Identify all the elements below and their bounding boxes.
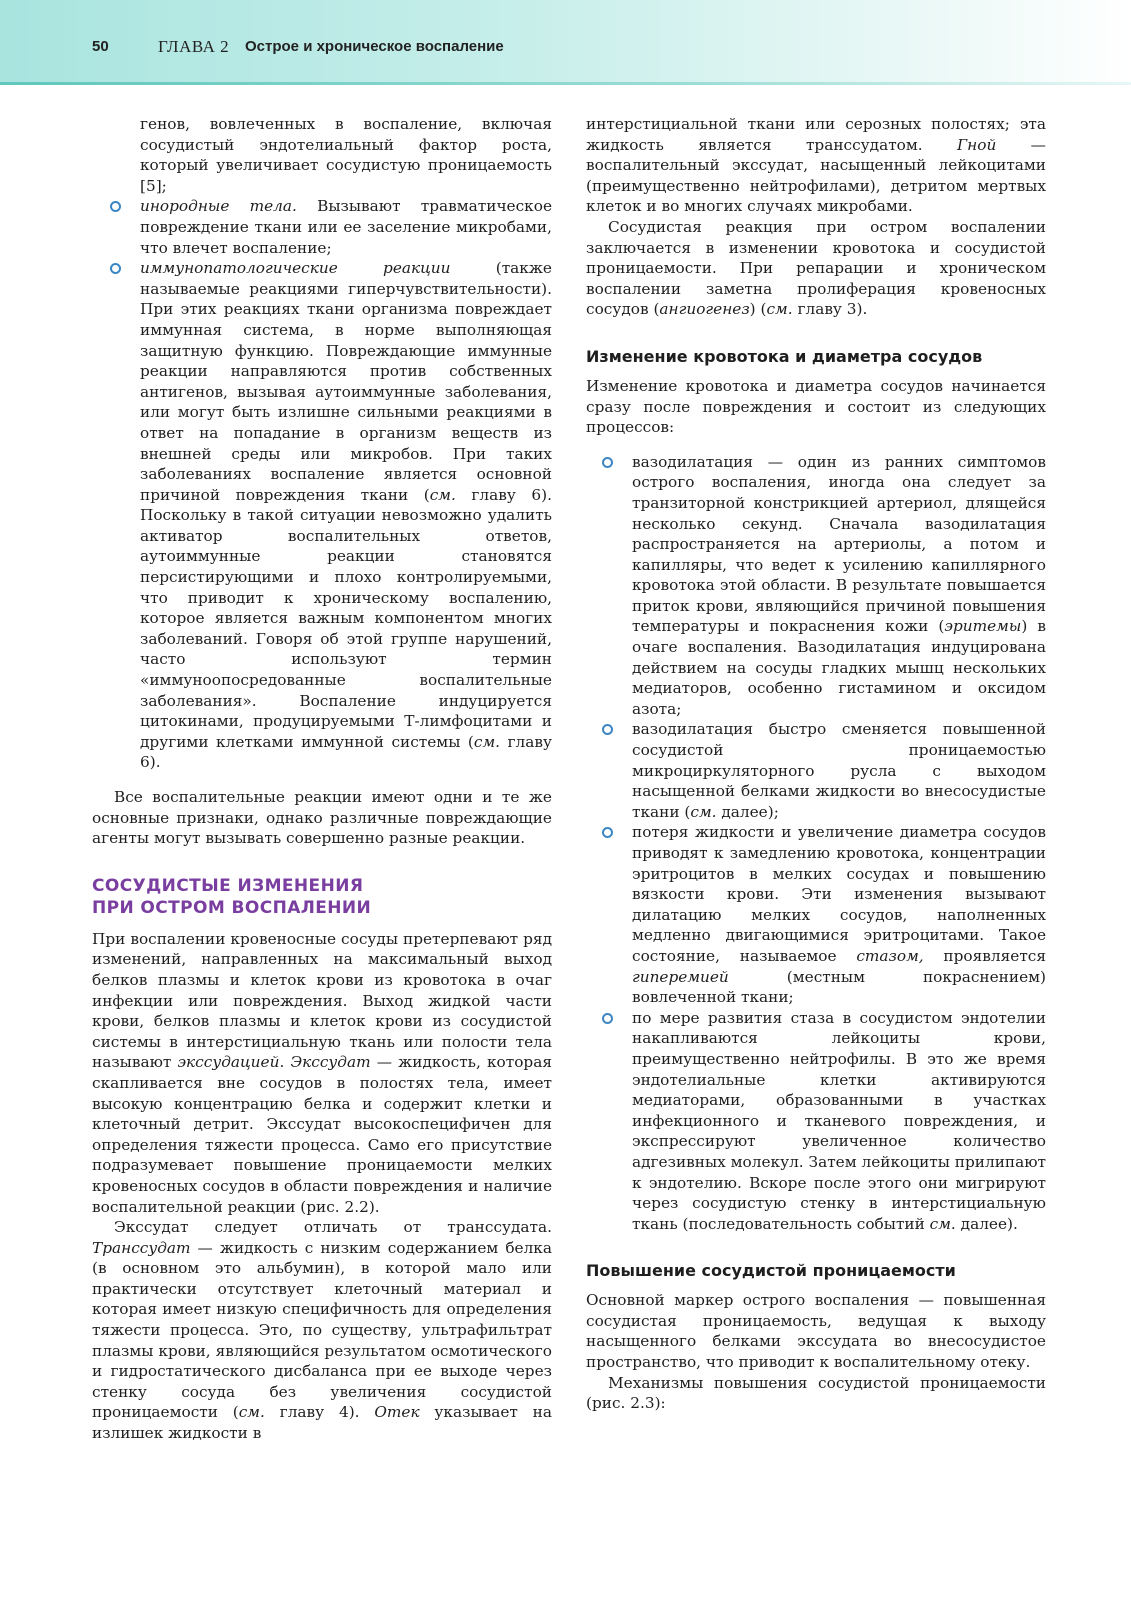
- causes-list: [92, 196, 552, 773]
- list-item: [92, 258, 552, 773]
- bullet-icon: [602, 724, 613, 735]
- term: иммунопатологические реакции: [140, 259, 451, 278]
- bullet-icon: [602, 1013, 613, 1024]
- list-item: [586, 1008, 1046, 1235]
- bullet-icon: [110, 263, 121, 274]
- paragraph: [92, 1217, 552, 1444]
- see-ref: см.: [766, 300, 793, 319]
- item-text: ) в очаге воспаления. Вазодилатация индуцирована действием на сосуды гладких мышц нескольких медиаторов, особенно гистамином и оксидом азота;: [632, 617, 1047, 718]
- page-number: 50: [92, 38, 109, 55]
- term: эритемы: [944, 617, 1022, 636]
- section-heading-line: СОСУДИСТЫЕ ИЗМЕНЕНИЯ: [92, 875, 364, 896]
- text-run: указывает на излишек жидкости в: [92, 1403, 552, 1443]
- paragraph: [586, 217, 1046, 320]
- chapter-label: ГЛАВА 2: [158, 37, 230, 56]
- list-item: [92, 196, 552, 258]
- text-run: главу 4).: [264, 1403, 375, 1422]
- header-rule: [0, 82, 1131, 85]
- see-ref: см.: [429, 485, 456, 504]
- term: экссудацией: [177, 1053, 280, 1072]
- item-text: главу 6).: [140, 732, 552, 772]
- continued-list-text: генов, вовлеченных в воспаление, включая сосудистый эндотелиальный фактор роста, который увеличивает сосудистую проницаемость [5];: [140, 115, 552, 195]
- text-run: .: [279, 1053, 291, 1072]
- item-text: проявляется: [923, 946, 1046, 965]
- text-run: ) (: [749, 300, 767, 319]
- right-column: [586, 114, 1046, 1414]
- bullet-icon: [602, 827, 613, 838]
- paragraph: Изменение кровотока и диаметра сосудов начинается сразу после повреждения и состоит из следующих процессов:: [586, 376, 1046, 437]
- process-list: [586, 452, 1046, 1235]
- see-ref: см.: [238, 1403, 265, 1422]
- term: гиперемией: [632, 967, 729, 986]
- list-item: [586, 452, 1046, 720]
- text-run: Сосудистая реакция при остром воспалении заключается в изменении кровотока и сосудистой проницаемости. При репарации и хроническом воспалении заметна пролиферация кровеносных сосудов (: [586, 217, 1046, 319]
- bullet-icon: [602, 457, 613, 468]
- see-ref: см.: [929, 1214, 956, 1233]
- see-ref: см.: [473, 732, 500, 751]
- item-text: вазодилатация быстро сменяется повышенной сосудистой проницаемостью микроциркуляторного русла с выходом насыщенной белками жидкости во внесосудистые ткани (: [632, 720, 1046, 821]
- paragraph: Основной маркер острого воспаления — повышенная сосудистая проницаемость, ведущая к выходу насыщенного белками экссудата во внесосудистое пространство, что приводит к воспалительному отеку.: [586, 1291, 1046, 1372]
- section-heading: [92, 875, 552, 919]
- left-column: [92, 114, 552, 1444]
- text-run: — жидкость, которая скапливается вне сосудов в полостях тела, имеет высокую концентрацию белка и содержит клетки и клеточный детрит. Экссудат высокоспецифичен для определения тяжести процесса. Само его присутствие подразумевает повышение проницаемости мелких кровеносных сосудов в области повреждения и наличие воспалительной реакции (рис. 2.2).: [92, 1053, 552, 1216]
- item-text: потеря жидкости и увеличение диаметра сосудов приводят к замедлению кровотока, концентрации эритроцитов в мелких сосудах и повышению вязкости крови. Эти изменения вызывают дилатацию мелких сосудов, наполненных медленно двигающимися эритроцитами. Такое состояние, называемое: [632, 823, 1046, 965]
- paragraph: Механизмы повышения сосудистой проницаемости (рис. 2.3):: [586, 1373, 1046, 1413]
- chapter-title: Острое и хроническое воспаление: [245, 38, 504, 55]
- text-run: — жидкость с низким содержанием белка (в основном это альбумин), в которой мало или практически отсутствует клеточный материал и которая имеет низкую специфичность для определения тяжести процесса. Это, по существу, ультрафильтрат плазмы крови, являющийся результатом осмотического и гидростатического дисбаланса при ее выходе через стенку сосуда без увеличения сосудистой проницаемости (: [92, 1238, 552, 1422]
- section-heading-line: ПРИ ОСТРОМ ВОСПАЛЕНИИ: [92, 897, 372, 918]
- text-run: Экссудат следует отличать от транссудата.: [114, 1218, 552, 1237]
- term: стазом,: [856, 946, 924, 965]
- text-run: При воспалении кровеносные сосуды претерпевают ряд изменений, направленных на максимальный выход белков плазмы и клеток крови из кровотока в очаг инфекции или повреждения. Выход жидкой части крови, белков плазмы и клеток крови из сосудистой системы в интерстициальную ткань или полости тела называют: [92, 929, 552, 1072]
- item-text: далее);: [716, 802, 779, 821]
- item-text: главу 6). Поскольку в такой ситуации невозможно удалить активатор воспалительных ответов, аутоиммунные реакции становятся персистирующими и плохо контролируемыми, что приводит к хроническому воспалению, которое является важным компонентом многих заболеваний. Говоря об этой группе нарушений, часто используют термин «иммуноопосредованные воспалительные заболевания». Воспаление индуцируется цитокинами, продуцируемыми Т-лимфоцитами и другими клетками иммунной системы (: [140, 485, 552, 751]
- term: ангиогенез: [659, 300, 750, 319]
- term: Транссудат: [92, 1238, 191, 1257]
- see-ref: см.: [690, 802, 717, 821]
- term: Экссудат: [290, 1053, 371, 1072]
- item-text: по мере развития стаза в сосудистом эндотелии накапливаются лейкоциты крови, преимущественно нейтрофилы. В это же время эндотелиальные клетки активируются медиаторами, образованными в участках инфекционного и тканевого повреждения, и экспрессируют увеличенное количество адгезивных молекул. Затем лейкоциты прилипают к эндотелию. Вскоре после этого они мигрируют через сосудистую стенку в интерстициальную ткань (последовательность событий: [632, 1008, 1046, 1233]
- item-text: Вызывают травматическое повреждение ткани или ее заселение микробами, что влечет воспаление;: [140, 197, 552, 257]
- item-text: далее).: [955, 1214, 1018, 1233]
- term: инородные тела.: [140, 197, 297, 216]
- term: Гной: [957, 135, 997, 154]
- paragraph: Все воспалительные реакции имеют одни и те же основные признаки, однако различные повреждающие агенты могут вызывать совершенно разные реакции.: [92, 788, 552, 848]
- bullet-icon: [110, 201, 121, 212]
- list-item: [586, 822, 1046, 1007]
- list-item: [586, 719, 1046, 822]
- text-run: интерстициальной ткани или серозных полостях; эта жидкость является транссудатом.: [586, 115, 1046, 154]
- item-text: (также называемые реакциями гиперчувствительности). При этих реакциях ткани организма повреждает иммунная система, в норме выполняющая защитную функцию. Повреждающие иммунные реакции направляются против собственных антигенов, вызывая аутоиммунные заболевания, или могут быть излишне сильными реакциями в ответ на попадание в организм веществ из внешней среды или микробов. При таких заболеваниях воспаление является основной причиной повреждения ткани (: [140, 259, 552, 504]
- item-text: вазодилатация — один из ранних симптомов острого воспаления, иногда она следует за транзиторной констрикцией артериол, длящейся несколько секунд. Сначала вазодилатация распространяется на артериолы, а потом и капилляры, что ведет к усилению капиллярного кровотока этой области. В результате повышается приток крови, являющийся причиной повышения температуры и покраснения кожи (: [632, 452, 1046, 636]
- text-run: — воспалительный экссудат, насыщенный лейкоцитами (преимущественно нейтрофилами), детритом мертвых клеток и во многих случаях микробами.: [586, 135, 1046, 216]
- term: Отек: [374, 1403, 420, 1422]
- item-text: (местным покраснением) вовлеченной ткани;: [632, 967, 1046, 1007]
- text-run: главу 3).: [792, 300, 868, 319]
- subsection-heading: Изменение кровотока и диаметра сосудов: [586, 346, 983, 366]
- paragraph: [586, 114, 1046, 217]
- subsection-heading: Повышение сосудистой проницаемости: [586, 1261, 956, 1281]
- paragraph: [92, 929, 552, 1217]
